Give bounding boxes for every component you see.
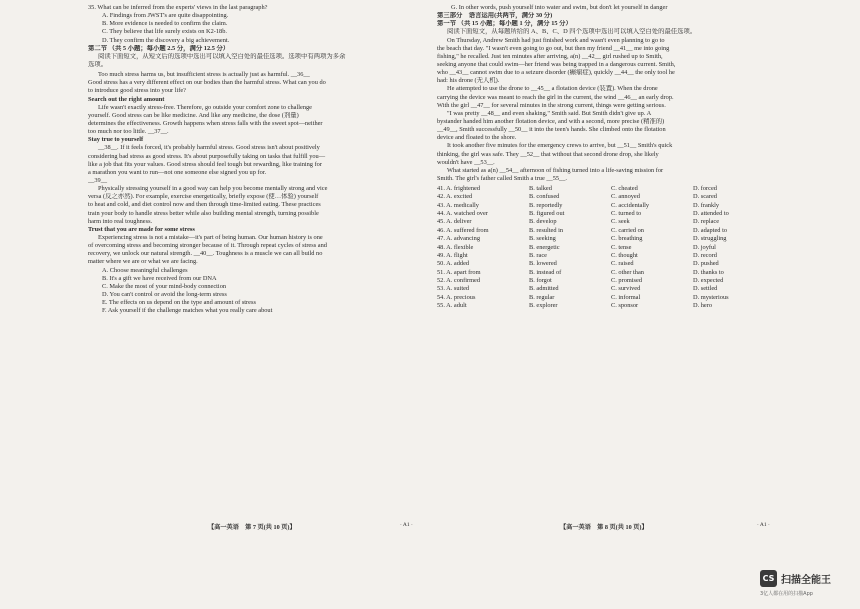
- option-cell: D. settled: [693, 285, 718, 293]
- option-cell: 45. A. deliver: [437, 218, 472, 226]
- option-cell: B. admitted: [529, 285, 559, 293]
- answer-choice: D. You can't control or avoid the long-term stress: [102, 290, 227, 298]
- option-cell: C. informal: [611, 293, 641, 301]
- option-row: [437, 285, 771, 293]
- option-cell: B. seeking: [529, 235, 556, 243]
- option-cell: C. seek: [611, 218, 630, 226]
- scanner-watermark: [760, 570, 831, 587]
- paragraph-line: Experiencing stress is not a mistake—it's part of being human. Our human history is one: [98, 233, 323, 241]
- paragraph-line: of overcoming stress and becoming stronger because of it. Through repeat cycles of stress and: [88, 242, 327, 250]
- subheading: Search out the right amount: [88, 95, 165, 103]
- paragraph-line: Life wasn't exactly stress-free. Therefore, go outside your comfort zone to challenge: [98, 103, 312, 111]
- option-row: [437, 202, 771, 210]
- option-row: [437, 193, 771, 201]
- option-cell: B. forgot: [529, 276, 552, 284]
- option-row: [437, 244, 771, 252]
- paragraph-line: yourself. Good stress can be like medicine. And like any medicine, the dose (剂量): [88, 111, 299, 119]
- passage-line: seeking anyone that could swim—her friend was being trapped in a dangerous current. Smith,: [437, 60, 676, 68]
- option-cell: D. attended to: [693, 210, 729, 218]
- option-cell: B. lowered: [529, 260, 557, 268]
- option-row: [437, 235, 771, 243]
- option-row: [437, 185, 771, 193]
- option-cell: D. hero: [693, 301, 713, 309]
- option-row: [437, 294, 771, 302]
- answer-choice: C. Make the most of your mind-body connection: [102, 282, 227, 290]
- left-footer: 【高一英语 第 7 页(共 10 页)】: [208, 524, 296, 531]
- option-cell: C. sponsor: [611, 301, 639, 309]
- passage-line: device and floated to the shore.: [437, 134, 517, 142]
- option-cell: D. struggling: [693, 235, 727, 243]
- option-cell: C. carried on: [611, 226, 644, 234]
- answer-choice: A. Choose meaningful challenges: [102, 266, 188, 274]
- passage-line: the beach that day. "I wasn't even going to go out, but then my friend __41__ me into going: [437, 44, 670, 52]
- paragraph-line: train your body to handle stress better while also building mental strength, turning possible: [88, 209, 319, 217]
- answer-choice: F. Ask yourself if the challenge matches what you really care about: [102, 307, 273, 315]
- paragraph-line: Too much stress harms us, but insufficient stress is actually just as harmful. __36__: [98, 71, 310, 79]
- option-cell: B. explorer: [529, 301, 558, 309]
- option-row: [437, 252, 771, 260]
- paragraph-line: to introduce good stress into your life?: [88, 87, 186, 95]
- section-header: 第二节 （共 5 小题；每小题 2.5 分，满分 12.5 分）: [88, 44, 230, 52]
- option-cell: C. thought: [611, 251, 638, 259]
- paragraph-line: to heat and cold, and diet control now and then through time-limited eating. These practices: [88, 201, 321, 209]
- passage-line: had: his drone (无人机).: [437, 77, 500, 85]
- option-row: [437, 302, 771, 310]
- option-cell: C. raised: [611, 260, 634, 268]
- passage-line: He attempted to use the drone to __45__ a flotation device (装置). When the drone: [447, 85, 658, 93]
- option-cell: 55. A. adult: [437, 301, 467, 309]
- option-row: [437, 260, 771, 268]
- option-cell: C. annoyed: [611, 193, 640, 201]
- passage-line: On Thursday, Andrew Smith had just finished work and wasn't even planning to go to: [447, 36, 665, 44]
- option-cell: B. energetic: [529, 243, 560, 251]
- option-cell: D. scared: [693, 193, 717, 201]
- option-cell: C. survived: [611, 285, 641, 293]
- blank-39: __39__: [88, 176, 108, 184]
- paragraph-line: versa (反之亦然). For example, exercise energetically, briefly expose (使…体验) yourself: [88, 193, 319, 201]
- question-35-option: C. They believe that life surely exists on K2-18b.: [102, 28, 227, 36]
- part-header: 第三部分 语言运用(共两节，满分 30 分): [437, 12, 553, 20]
- paragraph-line: determines the effectiveness. Growth happens when stress falls with the sweet spot—neither: [88, 119, 323, 127]
- passage-line: bystander handed him another flotation device, and with a second, more precise (精准的): [437, 117, 665, 125]
- option-cell: C. promised: [611, 276, 643, 284]
- option-cell: 54. A. precious: [437, 293, 476, 301]
- question-35-option: A. Findings from JWST's are quite disappointing.: [102, 12, 229, 20]
- paragraph-line: Physically stressing yourself in a good way can help you become mentally strong and vice: [98, 185, 328, 193]
- option-cell: D. replace: [693, 218, 720, 226]
- section-instruction: 选项。: [88, 60, 108, 68]
- option-cell: 43. A. medically: [437, 201, 479, 209]
- passage-line: __49__, Smith successfully __50__ it into the teen's hands. She climbed onto the flotation: [437, 126, 666, 134]
- question-35-stem: 35. What can be inferred from the experts' views in the last paragraph?: [88, 4, 268, 11]
- paragraph-line: harm into real toughness.: [88, 217, 153, 225]
- option-cell: 42. A. excited: [437, 193, 473, 201]
- paragraph-line: a marathon you want to run—not one someone else signed you up for.: [88, 168, 267, 176]
- option-cell: B. regular: [529, 293, 555, 301]
- option-cell: D. record: [693, 251, 717, 259]
- passage-line: carrying the device was meant to reach the girl in the current, the wind __46__ an early drop.: [437, 93, 674, 101]
- option-row: [437, 210, 771, 218]
- option-cell: D. pushed: [693, 260, 719, 268]
- option-row: [437, 218, 771, 226]
- passage-line: With the girl __47__ for several minutes in the strong current, things were getting serious.: [437, 101, 666, 109]
- option-cell: B. reportedly: [529, 201, 563, 209]
- option-cell: 52. A. confirmed: [437, 276, 480, 284]
- option-cell: 51. A. apart from: [437, 268, 481, 276]
- option-cell: C. breathing: [611, 235, 643, 243]
- passage-line: Smith. The girl's father called Smith a true __55__.: [437, 174, 567, 182]
- option-cell: 44. A. watched over: [437, 210, 488, 218]
- passage-line: thinking, the girl was safe. They __52__ that without that second drone drop, she likely: [437, 150, 659, 158]
- option-cell: D. joyful: [693, 243, 716, 251]
- watermark-subtitle: 3亿人都在用的扫描App: [760, 591, 813, 597]
- option-cell: B. figured out: [529, 210, 565, 218]
- option-cell: 46. A. suffered from: [437, 226, 489, 234]
- option-cell: C. turned to: [611, 210, 642, 218]
- watermark-name: 扫描全能王: [781, 575, 831, 586]
- option-cell: B. develop: [529, 218, 557, 226]
- paragraph-line: too much nor too little. __37__.: [88, 128, 169, 136]
- right-footer-mark: · A1 ·: [757, 522, 770, 528]
- option-cell: 41. A. frightened: [437, 185, 480, 193]
- option-cell: D. adapted to: [693, 226, 727, 234]
- option-row: [437, 227, 771, 235]
- option-cell: B. talked: [529, 185, 552, 193]
- passage-line: It took another five minutes for the emergency crews to arrive, but __51__ Smith's quick: [447, 142, 673, 150]
- option-cell: C. other than: [611, 268, 644, 276]
- option-cell: 50. A. added: [437, 260, 470, 268]
- option-cell: B. instead of: [529, 268, 562, 276]
- option-cell: B. race: [529, 251, 547, 259]
- option-cell: B. resulted in: [529, 226, 564, 234]
- passage-line: fishing," he recalled. Just ten minutes after arriving, a(n) __42__ girl rushed up to Smith,: [437, 52, 663, 60]
- question-35-option: B. More evidence is needed to confirm the claim.: [102, 20, 228, 28]
- paragraph-line: recovery, we unlock our natural strength. __40__. Toughness is a muscle we can all build no: [88, 250, 323, 258]
- answer-choice-g: G. In other words, push yourself into water and swim, but don't let yourself in danger: [451, 4, 668, 11]
- option-cell: 47. A. advancing: [437, 235, 480, 243]
- section-instruction: 阅读下面短文，从短文后的选项中选出可以填入空白处的最佳选项。选项中有两项为多余: [98, 52, 346, 60]
- right-footer: 【高一英语 第 8 页(共 10 页)】: [560, 524, 648, 531]
- passage-line: What started as a(n) __54__ afternoon of fishing turned into a life-saving mission for: [447, 166, 664, 174]
- subheading: Trust that you are made for some stress: [88, 225, 195, 233]
- subheading: Stay true to yourself: [88, 136, 144, 144]
- right-column: [437, 4, 771, 310]
- paragraph-line: Good stress has a very different effect on our bodies than the harmful stress. What can you do: [88, 79, 326, 87]
- option-cell: 48. A. flexible: [437, 243, 474, 251]
- paragraph-line: __38__. If it feels forced, it's probably harmful stress. Good stress isn't about positively: [98, 144, 320, 152]
- option-cell: D. mysterious: [693, 293, 729, 301]
- option-cell: 49. A. flight: [437, 251, 468, 259]
- paragraph-line: matter where we are or what we are facing.: [88, 258, 198, 266]
- paragraph-line: like a job that fits your values. Good stress should feel tough but rewarding, like training for: [88, 160, 322, 168]
- option-cell: C. cheated: [611, 185, 638, 193]
- left-footer-mark: · A1 ·: [400, 522, 413, 528]
- option-cell: D. frankly: [693, 201, 720, 209]
- option-cell: D. forced: [693, 185, 717, 193]
- option-cell: D. expected: [693, 276, 724, 284]
- option-cell: D. thanks to: [693, 268, 724, 276]
- answer-choice: E. The effects on us depend on the type and amount of stress: [102, 299, 256, 307]
- question-35-option: D. They confirm the discovery a big achievement.: [102, 36, 230, 44]
- section-header: 第一节 （共 15 小题；每小题 1 分，满分 15 分）: [437, 20, 572, 28]
- passage-line: wouldn't have __53__.: [437, 158, 495, 166]
- answer-choice: B. It's a gift we have received from our DNA: [102, 274, 217, 282]
- option-cell: C. tense: [611, 243, 632, 251]
- left-column: [88, 4, 414, 315]
- section-instruction: 阅读下面短文，从每题所给的 A、B、C、D 四个选项中选出可以填入空白处的最佳选项。: [447, 28, 697, 36]
- passage-line: who __43__ cannot swim due to a seizure disorder (癫痫症), quickly __44__ the only tool he: [437, 69, 675, 77]
- paragraph-line: considering bad stress as good stress. It's about purposefully taking on tasks that fulfill you—: [88, 152, 326, 160]
- option-cell: B. confused: [529, 193, 560, 201]
- option-row: [437, 277, 771, 285]
- option-cell: 53. A. suited: [437, 285, 470, 293]
- option-row: [437, 269, 771, 277]
- option-cell: C. accidentally: [611, 201, 650, 209]
- passage-line: "I was pretty __48__ and even shaking," Smith said. But Smith didn't give up. A: [447, 109, 652, 117]
- camscanner-logo-icon: CS: [760, 570, 777, 587]
